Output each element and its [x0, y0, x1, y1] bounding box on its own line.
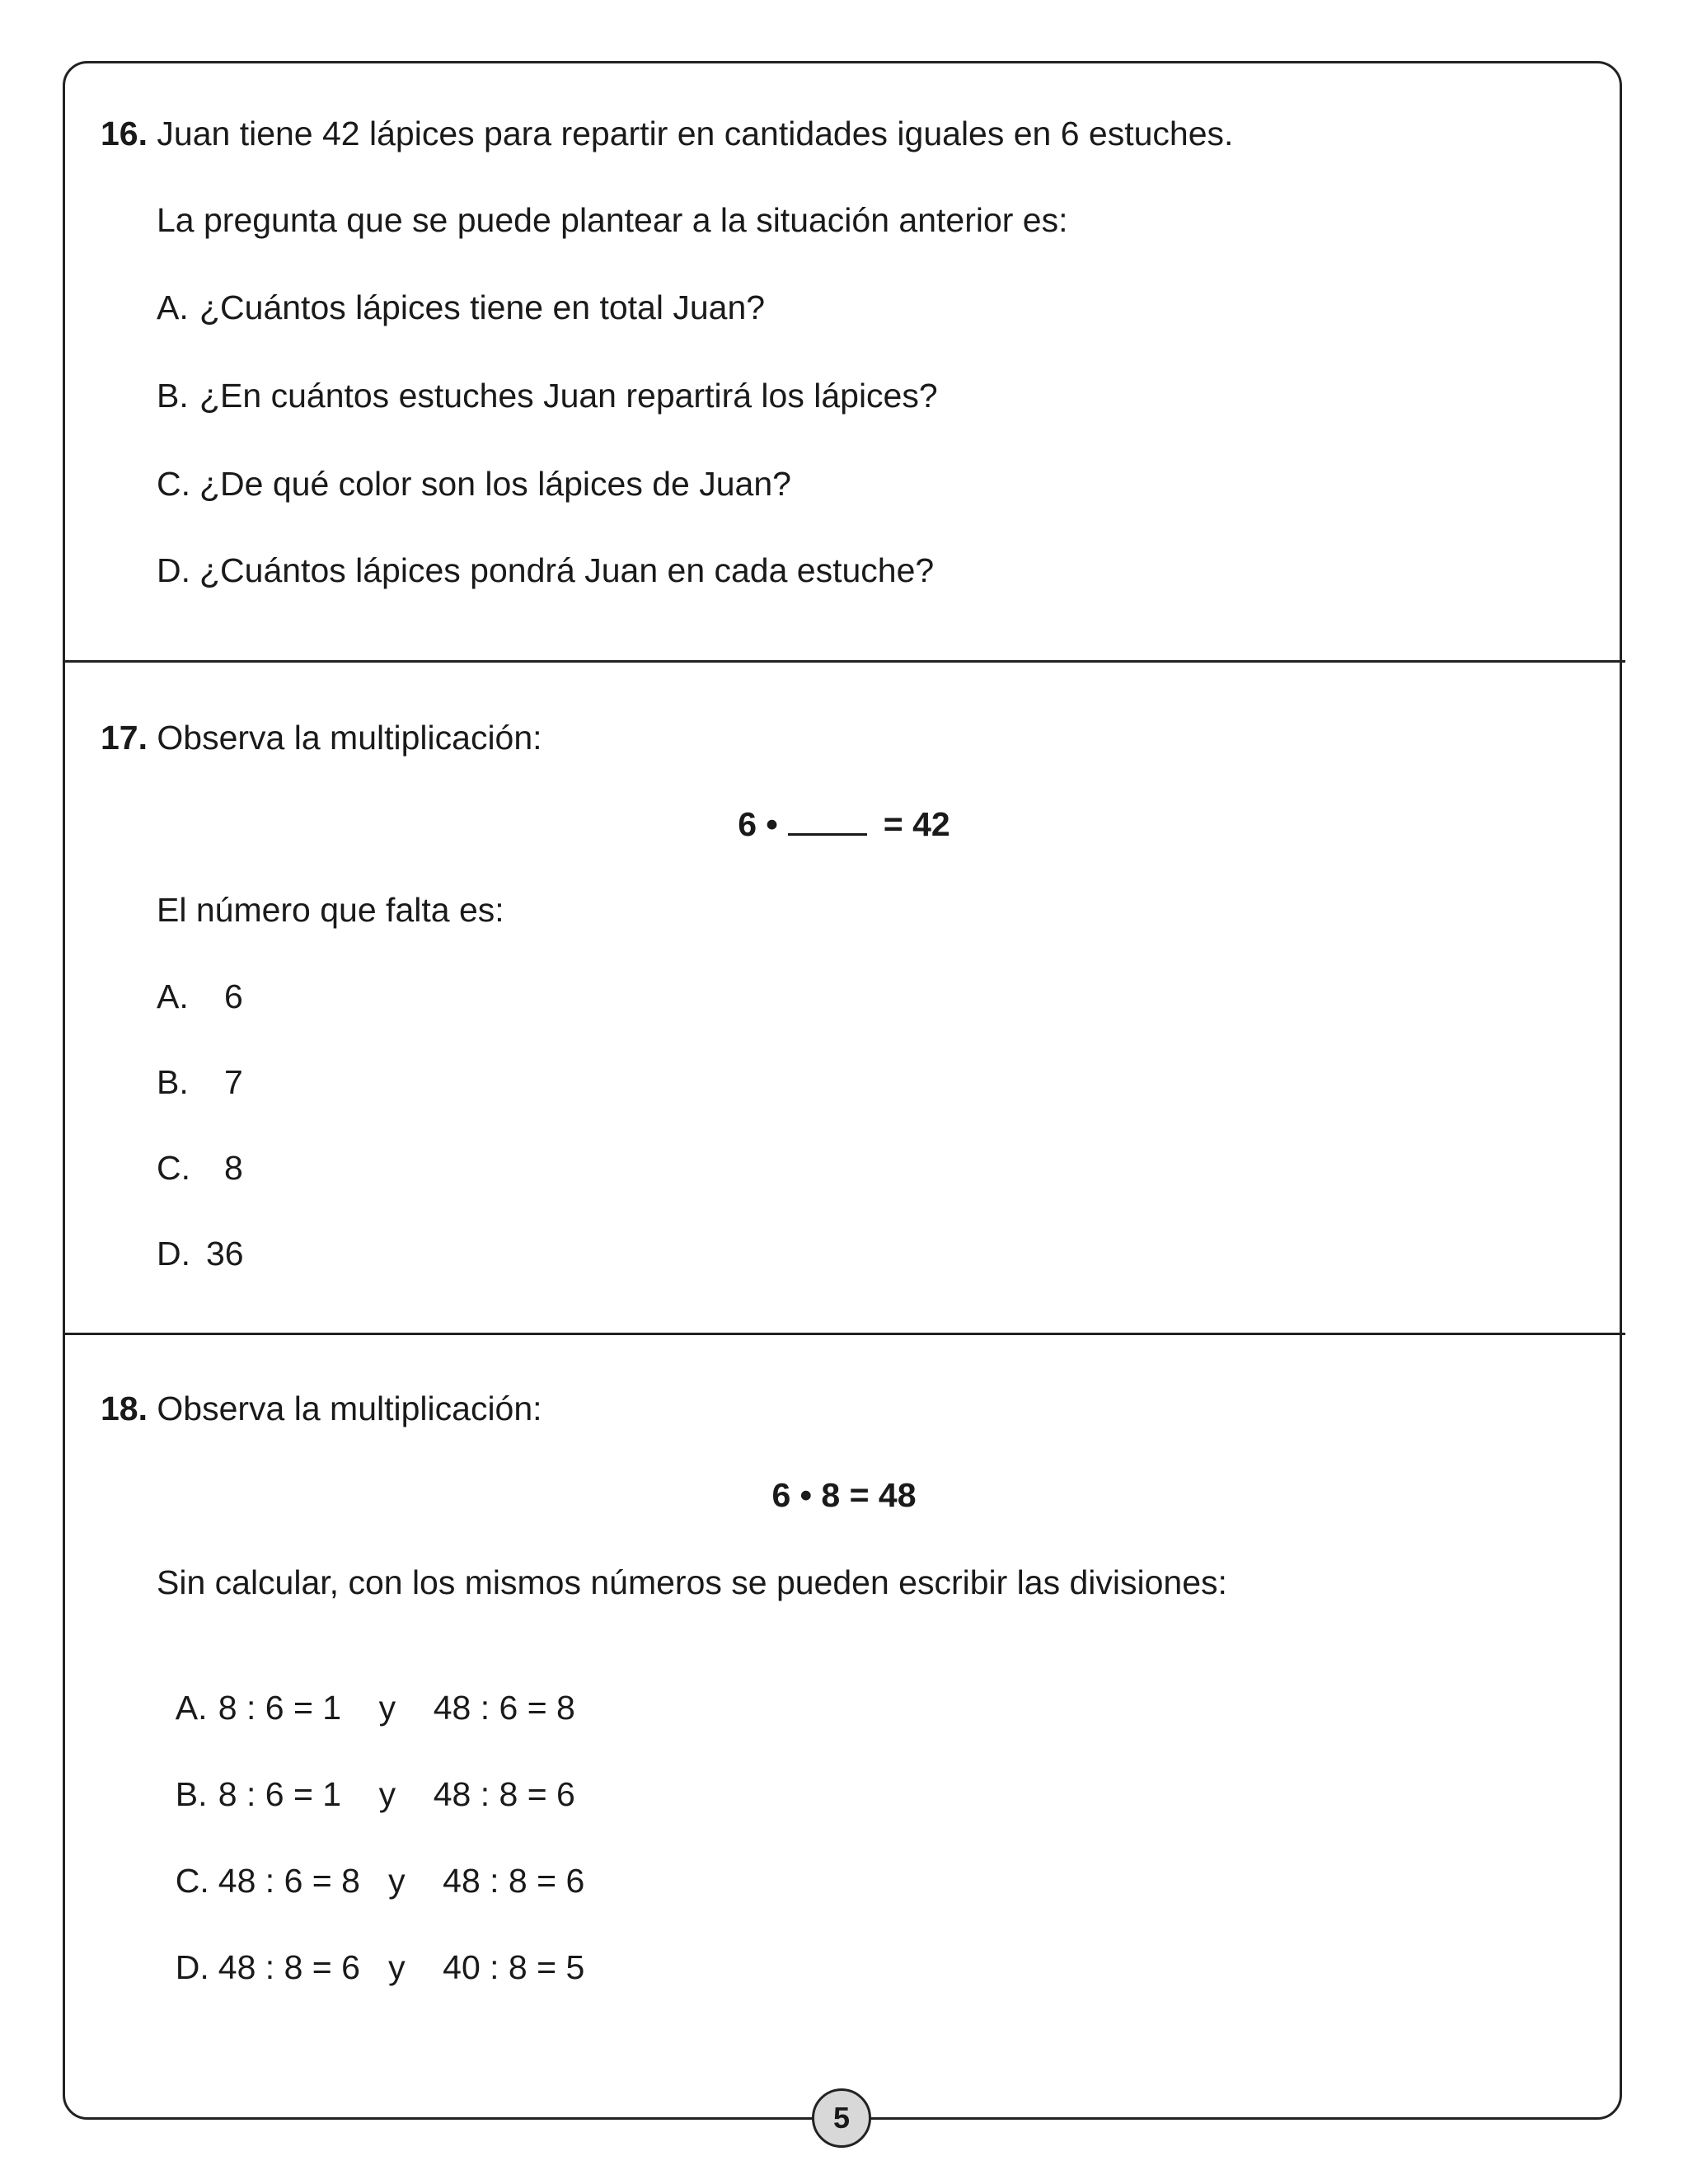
option-letter: C. [175, 1862, 209, 1900]
page-number-badge: 5 [812, 2088, 871, 2148]
option-letter: A. [175, 1689, 208, 1727]
option-d[interactable] [157, 1908, 584, 1987]
option-text: 8 : 6 = 1 y 48 : 8 = 6 [218, 1775, 575, 1813]
option-letter: A. [157, 288, 189, 326]
option-a[interactable] [157, 288, 765, 327]
option-text: 7 [224, 1063, 243, 1101]
option-c[interactable] [157, 1821, 584, 1900]
question-18-prompt: Sin calcular, con los mismos números se pueden escribir las divisiones: [157, 1563, 1227, 1601]
question-16-prompt: La pregunta que se puede plantear a la situación anterior es: [157, 201, 1068, 239]
option-text: ¿Cuántos lápices pondrá Juan en cada estuche? [199, 551, 935, 589]
section-divider [63, 660, 1625, 663]
section-divider [63, 1333, 1625, 1335]
option-text: ¿Cuántos lápices tiene en total Juan? [199, 288, 766, 326]
option-b[interactable] [157, 1735, 575, 1814]
option-b[interactable] [157, 376, 938, 415]
question-number: 18. [101, 1390, 148, 1427]
option-letter: C. [157, 465, 190, 503]
question-text: Observa la multiplicación: [157, 719, 542, 757]
option-text: ¿En cuántos estuches Juan repartirá los lápices? [199, 377, 938, 415]
option-text: 8 : 6 = 1 y 48 : 6 = 8 [218, 1689, 575, 1727]
equation-right: = 42 [883, 805, 950, 843]
question-18-stem [101, 1389, 542, 1428]
option-text: 8 [224, 1149, 243, 1187]
question-16-stem [101, 114, 1233, 153]
option-b[interactable] [157, 1062, 243, 1102]
option-letter: A. [157, 977, 189, 1015]
option-text: 48 : 6 = 8 y 48 : 8 = 6 [218, 1862, 585, 1900]
equation-product: 6 • 8 = 48 [771, 1476, 917, 1514]
option-c[interactable] [157, 464, 791, 504]
answer-blank [788, 805, 867, 836]
question-number: 17. [101, 719, 148, 757]
option-letter: B. [157, 377, 189, 415]
option-letter: D. [157, 551, 190, 589]
option-d[interactable] [157, 551, 934, 590]
option-text: 36 [206, 1235, 244, 1272]
option-text: 48 : 8 = 6 y 40 : 8 = 5 [218, 1948, 585, 1986]
option-a[interactable] [157, 977, 243, 1016]
option-letter: B. [175, 1775, 208, 1813]
question-text: Observa la multiplicación: [157, 1390, 542, 1427]
option-c[interactable] [157, 1148, 243, 1188]
question-text: Juan tiene 42 lápices para repartir en cantidades iguales en 6 estuches. [157, 115, 1234, 152]
question-17-prompt: El número que falta es: [157, 891, 504, 929]
option-a[interactable] [157, 1648, 575, 1727]
option-letter: B. [157, 1063, 189, 1101]
option-text: ¿De qué color son los lápices de Juan? [199, 465, 791, 503]
option-d[interactable] [157, 1234, 244, 1273]
equation-missing-factor [0, 804, 1688, 844]
question-number: 16. [101, 115, 148, 152]
option-letter: C. [157, 1149, 190, 1187]
question-17-stem [101, 718, 542, 757]
equation-left: 6 • [738, 805, 778, 843]
option-text: 6 [224, 977, 243, 1015]
option-letter: D. [157, 1235, 190, 1272]
option-letter: D. [175, 1948, 209, 1986]
